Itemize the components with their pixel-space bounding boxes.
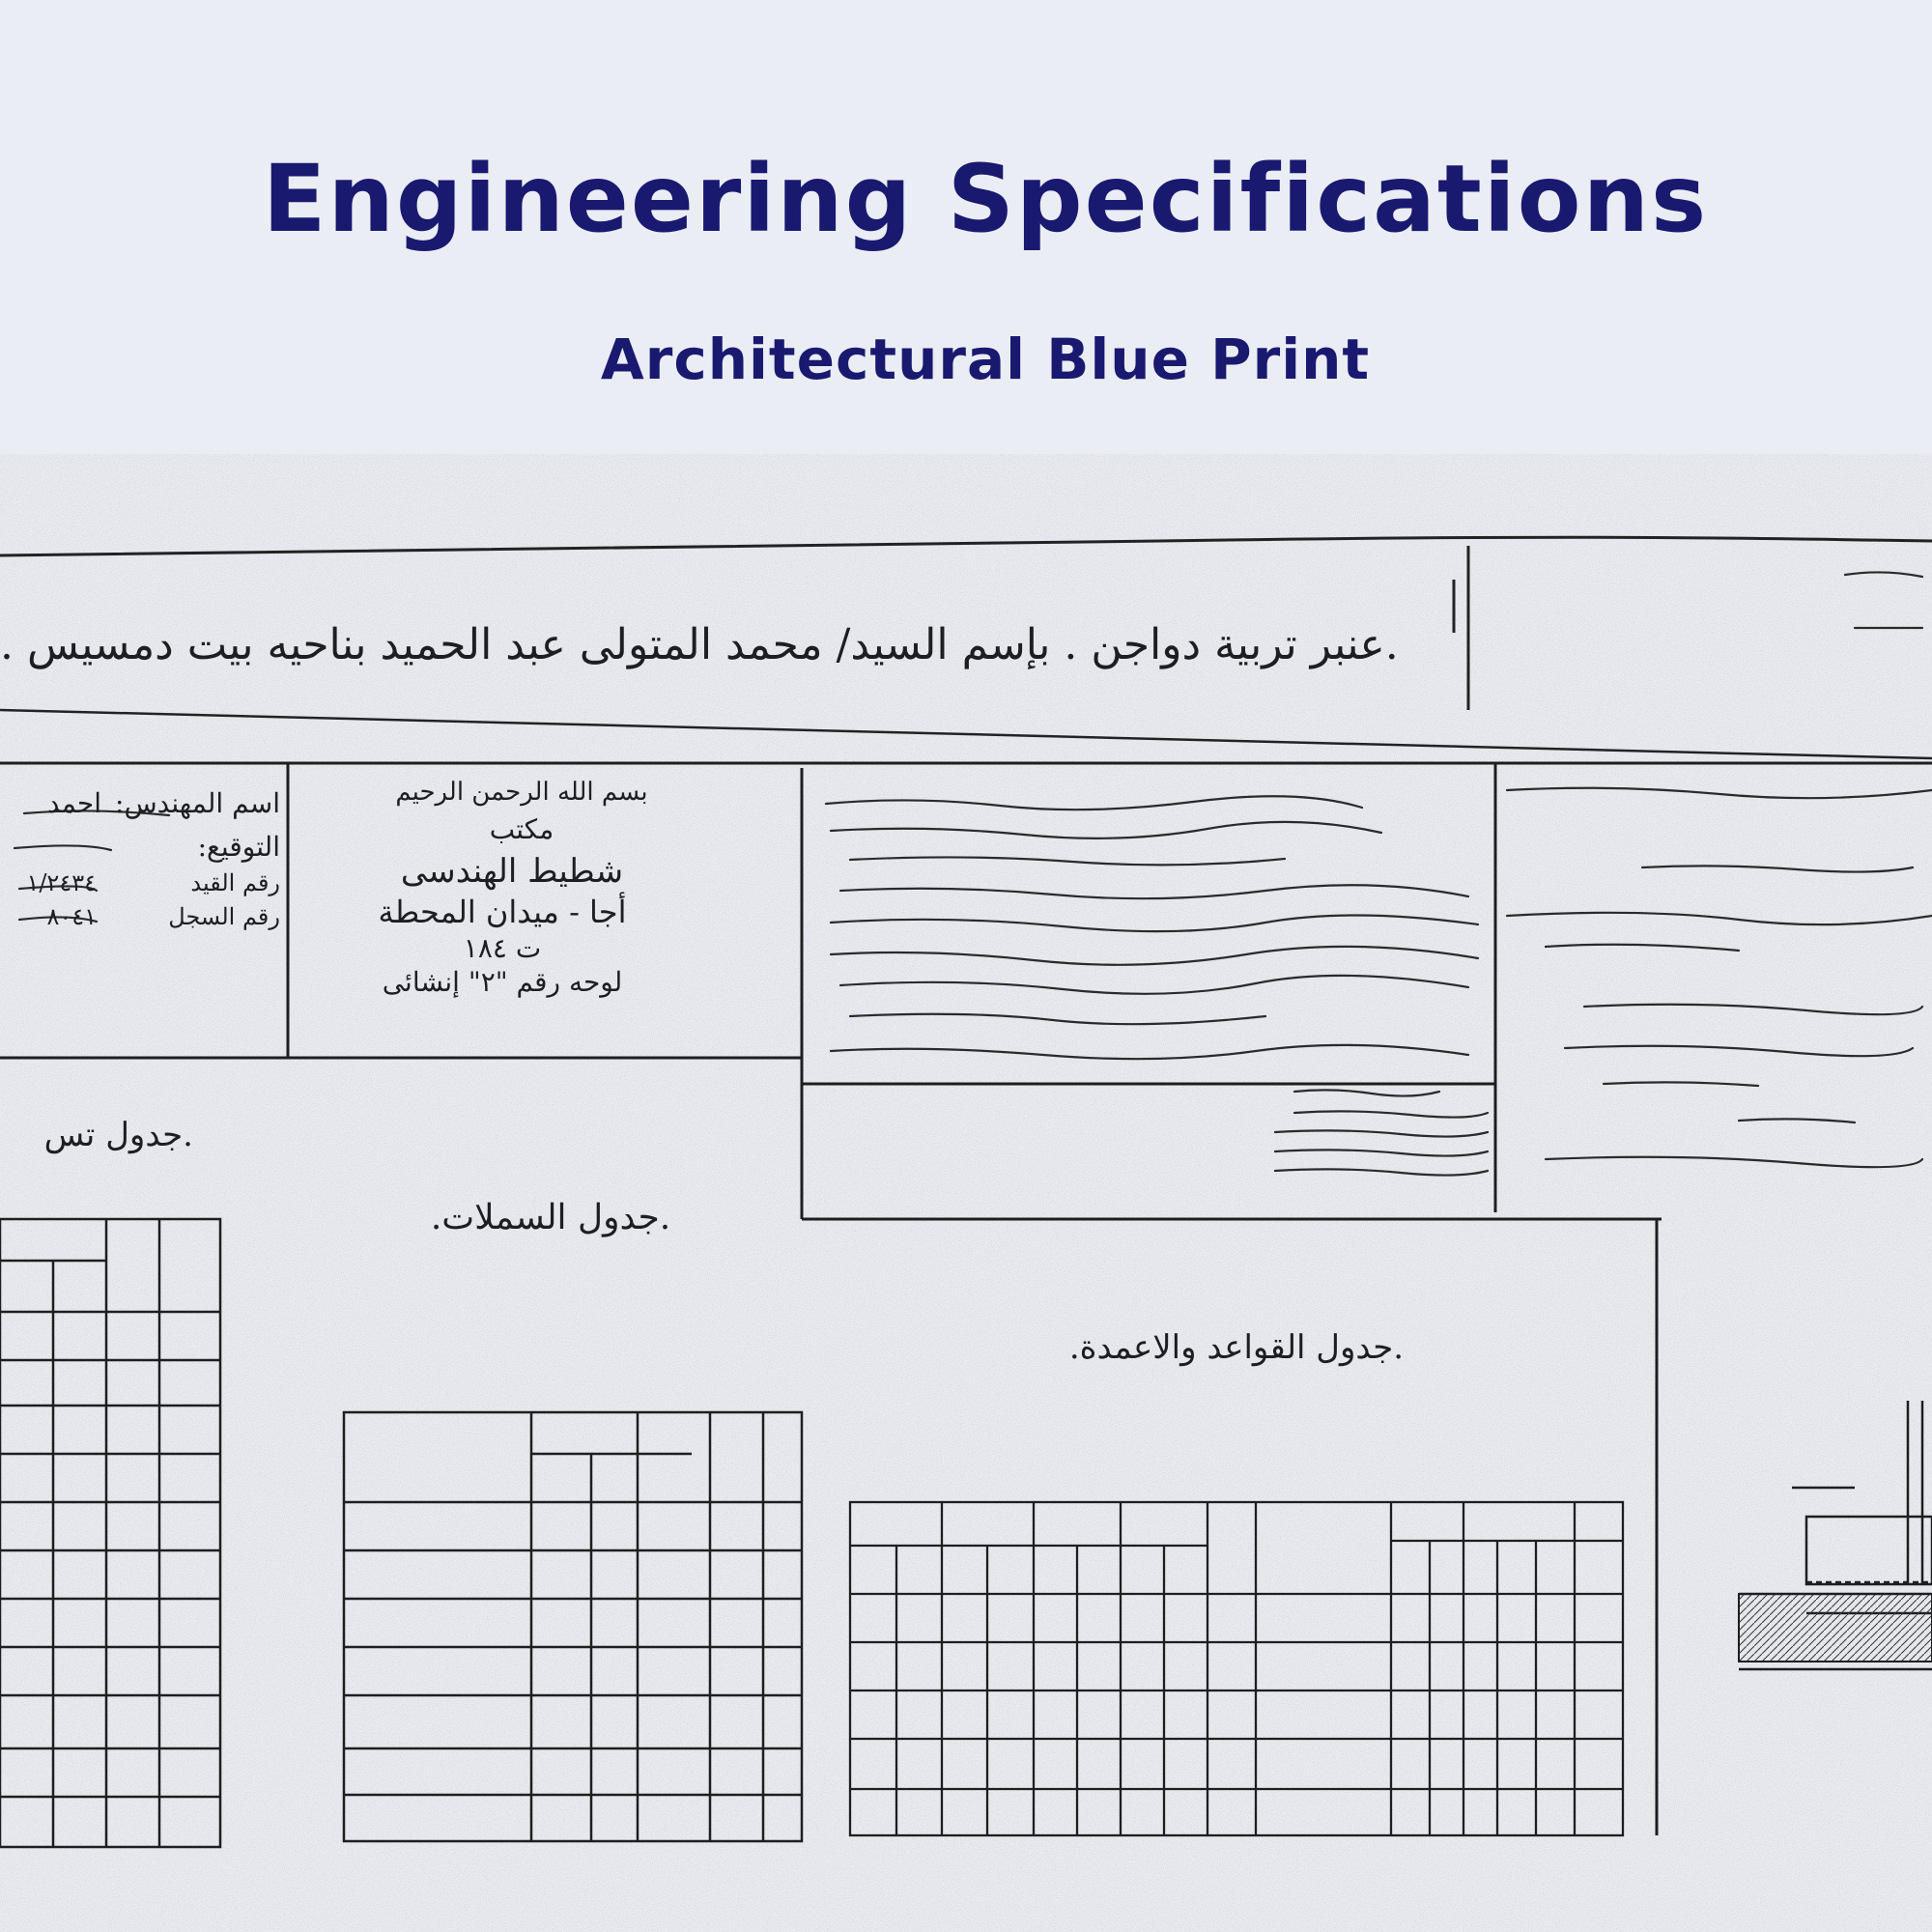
blueprint-drawing xyxy=(0,454,1932,1932)
record-label: رقم السجل xyxy=(168,903,280,930)
engineer-name-label: اسم المهندس: xyxy=(115,787,280,819)
project-title-line: .عنبر تربية دواجن . بإسم السيد/ محمد المتولى عبد الحميد بناحيه بيت دمسيس . xyxy=(0,620,1399,669)
signature-label: التوقيع: xyxy=(197,831,280,863)
office-header: بسم الله الرحمن الرحيم xyxy=(395,778,648,807)
blueprint-scan xyxy=(0,454,1932,1932)
engineer-name-value: احمد xyxy=(47,787,101,819)
registration-label: رقم القيد xyxy=(190,869,280,896)
registration-value: ١/٢٤٣٤ xyxy=(26,869,97,896)
page-subtitle: Architectural Blue Print xyxy=(600,327,1371,392)
header xyxy=(0,0,1932,454)
office-phone: ت ١٨٤ xyxy=(463,932,542,964)
table-left-title: .جدول تس xyxy=(43,1116,193,1154)
stairs-table-title: .جدول السملات. xyxy=(430,1198,671,1237)
office-line-2: شطيط الهندسى xyxy=(400,852,624,891)
office-name: مكتب xyxy=(489,813,554,845)
footings-table-title: .جدول القواعد والاعمدة. xyxy=(1068,1328,1405,1367)
scan-noise xyxy=(0,454,1932,1932)
record-value: ٨٠٤١ xyxy=(46,903,97,930)
office-line-3: أجا - ميدان المحطة xyxy=(378,894,627,930)
sheet-number: لوحه رقم "٢" إنشائى xyxy=(382,966,623,998)
page-title: Engineering Specifications xyxy=(262,145,1709,253)
